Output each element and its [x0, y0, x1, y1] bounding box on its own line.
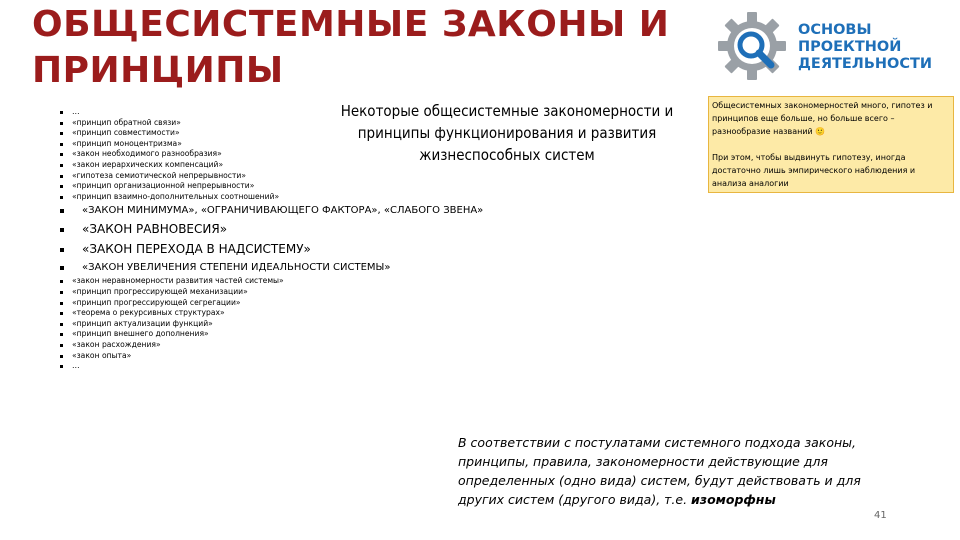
law-item: «ЗАКОН ПЕРЕХОДА В НАДСИСТЕМУ»: [60, 240, 580, 260]
law-item: «теорема о рекурсивных структурах»: [60, 308, 580, 319]
law-item: «принцип взаимно-дополнительных соотношений»: [60, 192, 580, 203]
quote-text: [458, 433, 904, 509]
law-item: «гипотеза семиотической непрерывности»: [60, 171, 580, 182]
law-item: «закон иерархических компенсаций»: [60, 160, 580, 171]
law-item: «принцип организационной непрерывности»: [60, 181, 580, 192]
law-item: «принцип внешнего дополнения»: [60, 329, 580, 340]
logo-line-2: ПРОЕКТНОЙ: [798, 39, 902, 55]
law-item: «принцип моноцентризма»: [60, 139, 580, 150]
logo-text: [798, 22, 932, 73]
law-item: «закон необходимого разнообразия»: [60, 149, 580, 160]
note-paragraph-2: При этом, чтобы выдвинуть гипотезу, иногда достаточно лишь эмпирического наблюдения и анализа аналогии: [712, 153, 916, 188]
logo: [716, 10, 946, 80]
note-box: [708, 96, 954, 193]
slide-title: ОБЩЕСИСТЕМНЫЕ ЗАКОНЫ И ПРИНЦИПЫ: [32, 4, 670, 91]
subtitle: Некоторые общесистемные закономерности и принципы функционирования и развития жизнеспособных систем: [340, 102, 674, 164]
law-item: «ЗАКОН РАВНОВЕСИЯ»: [60, 220, 580, 240]
laws-list: [60, 107, 580, 372]
logo-line-1: ОСНОВЫ: [798, 22, 872, 38]
law-item: «принцип прогрессирующей механизации»: [60, 287, 580, 298]
gear-magnifier-icon: [716, 10, 792, 86]
page-number: 41: [874, 510, 887, 521]
law-item: «принцип прогрессирующей сегрегации»: [60, 298, 580, 309]
logo-line-3: ДЕЯТЕЛЬНОСТИ: [798, 56, 933, 72]
law-item: «закон неравномерности развития частей системы»: [60, 276, 580, 287]
law-item: «принцип совместимости»: [60, 128, 580, 139]
quote-emphasis: изоморфны: [691, 492, 776, 507]
law-item: …: [60, 107, 580, 118]
note-paragraph-1: Общесистемных закономерностей много, гипотез и принципов еще больше, но больше всего – разнообразие названий 🙂: [712, 101, 933, 136]
law-item: «закон расхождения»: [60, 340, 580, 351]
law-item: «ЗАКОН МИНИМУМА», «ОГРАНИЧИВАЮЩЕГО ФАКТОРА», «СЛАБОГО ЗВЕНА»: [60, 202, 580, 220]
law-item: «принцип обратной связи»: [60, 118, 580, 129]
quote-main: В соответствии с постулатами системного подхода законы, принципы, правила, закономерности действующие для определенных (одно вида) систем, будут действовать и для других систем (другого вида), т.е.: [458, 435, 861, 507]
law-item: «закон опыта»: [60, 351, 580, 362]
law-item: «принцип актуализации функций»: [60, 319, 580, 330]
law-item: …: [60, 361, 580, 372]
law-item: «ЗАКОН УВЕЛИЧЕНИЯ СТЕПЕНИ ИДЕАЛЬНОСТИ СИСТЕМЫ»: [60, 259, 580, 276]
